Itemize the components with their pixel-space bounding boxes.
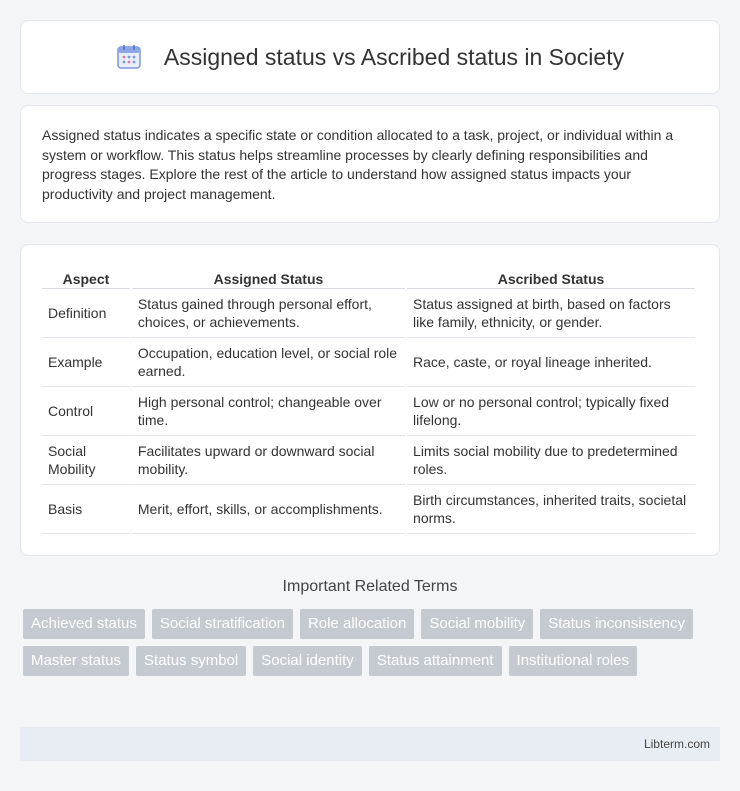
table-row — [42, 485, 695, 534]
table-row — [42, 436, 695, 485]
tag-social-identity[interactable]: Social identity — [253, 646, 362, 676]
cell-assigned: Merit, effort, skills, or accomplishments. — [132, 485, 405, 534]
intro-card — [20, 105, 720, 223]
related-terms-list — [23, 609, 723, 683]
header-card — [20, 20, 720, 94]
cell-ascribed: Low or no personal control; typically fixed lifelong. — [407, 387, 695, 436]
tag-social-mobility[interactable]: Social mobility — [421, 609, 533, 639]
comparison-table-card — [20, 244, 720, 556]
tag-social-stratification[interactable]: Social stratification — [152, 609, 293, 639]
tag-institutional-roles[interactable]: Institutional roles — [509, 646, 638, 676]
cell-assigned: Status gained through personal effort, choices, or achievements. — [132, 289, 405, 338]
tag-role-allocation[interactable]: Role allocation — [300, 609, 414, 639]
comparison-table — [40, 265, 697, 534]
cell-aspect: Control — [42, 387, 130, 436]
related-terms-title: Important Related Terms — [282, 578, 458, 595]
cell-aspect: Example — [42, 338, 130, 387]
cell-ascribed: Status assigned at birth, based on factors like family, ethnicity, or gender. — [407, 289, 695, 338]
header-aspect: Aspect — [42, 265, 130, 289]
calendar-icon — [116, 44, 142, 70]
tag-status-inconsistency[interactable]: Status inconsistency — [540, 609, 693, 639]
table-header-row — [42, 265, 695, 289]
tag-status-attainment[interactable]: Status attainment — [369, 646, 502, 676]
table-row — [42, 387, 695, 436]
cell-ascribed: Race, caste, or royal lineage inherited. — [407, 338, 695, 387]
page-title: Assigned status vs Ascribed status in Society — [163, 43, 625, 70]
table-row — [42, 338, 695, 387]
tag-achieved-status[interactable]: Achieved status — [23, 609, 145, 639]
cell-ascribed: Limits social mobility due to predetermined roles. — [407, 436, 695, 485]
cell-ascribed: Birth circumstances, inherited traits, societal norms. — [407, 485, 695, 534]
cell-assigned: High personal control; changeable over time. — [132, 387, 405, 436]
header-ascribed-status: Ascribed Status — [407, 265, 695, 289]
cell-aspect: Definition — [42, 289, 130, 338]
cell-aspect: Social Mobility — [42, 436, 130, 485]
intro-text: Assigned status indicates a specific state or condition allocated to a task, project, or individual within a system or workflow. This status helps streamline processes by clearly defining responsibilities and progress stages. Explore the rest of the article to understand how assigned status impacts your productivity and project management. — [42, 127, 674, 202]
footer-site-link[interactable]: Libterm.com — [643, 737, 710, 751]
cell-assigned: Occupation, education level, or social role earned. — [132, 338, 405, 387]
table-row — [42, 289, 695, 338]
cell-aspect: Basis — [42, 485, 130, 534]
header-assigned-status: Assigned Status — [132, 265, 405, 289]
tag-status-symbol[interactable]: Status symbol — [136, 646, 246, 676]
footer — [20, 727, 720, 761]
cell-assigned: Facilitates upward or downward social mobility. — [132, 436, 405, 485]
tag-master-status[interactable]: Master status — [23, 646, 129, 676]
